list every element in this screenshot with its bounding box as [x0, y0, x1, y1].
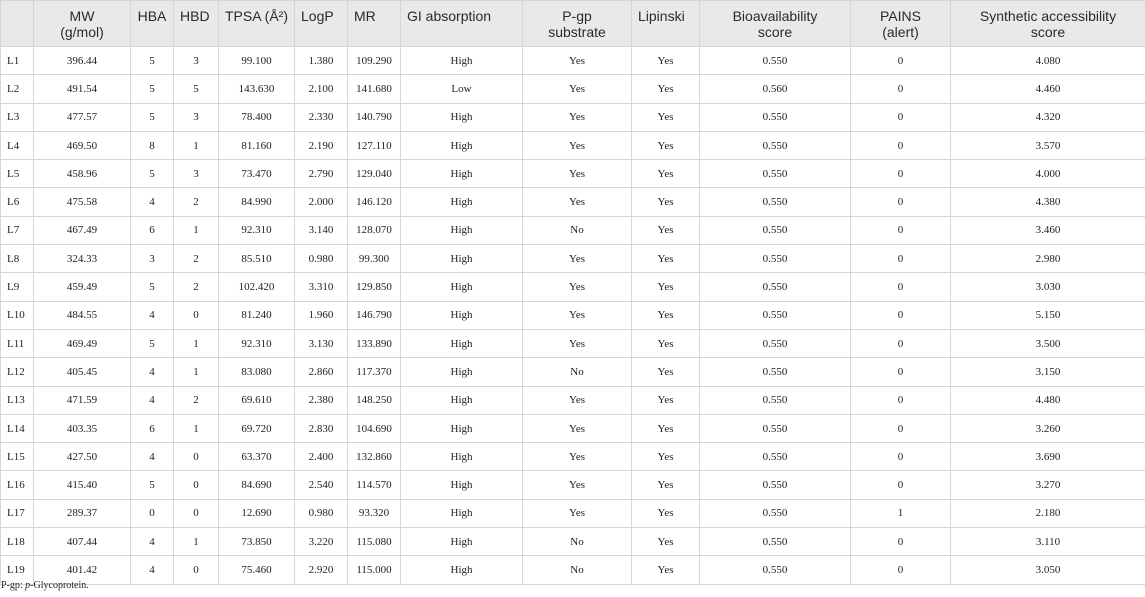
cell-hba: 4 — [131, 386, 174, 414]
cell-hbd: 0 — [174, 301, 219, 329]
table-row — [1, 443, 1145, 471]
cell-lipinski: Yes — [632, 499, 700, 527]
cell-lipinski: Yes — [632, 245, 700, 273]
cell-ligand: L14 — [1, 414, 34, 442]
table-row — [1, 528, 1145, 556]
cell-bioavailability: 0.550 — [700, 358, 851, 386]
table-row — [1, 273, 1145, 301]
cell-bioavailability: 0.550 — [700, 414, 851, 442]
cell-mw: 427.50 — [34, 443, 131, 471]
cell-logp: 3.220 — [295, 528, 348, 556]
cell-tpsa: 83.080 — [219, 358, 295, 386]
cell-synthetic-accessibility: 2.180 — [951, 499, 1145, 527]
cell-tpsa: 69.720 — [219, 414, 295, 442]
cell-bioavailability: 0.550 — [700, 273, 851, 301]
cell-hba: 4 — [131, 188, 174, 216]
cell-ligand: L4 — [1, 131, 34, 159]
cell-mw: 403.35 — [34, 414, 131, 442]
table-row — [1, 47, 1145, 75]
cell-bioavailability: 0.550 — [700, 329, 851, 357]
header-row — [1, 1, 1145, 47]
cell-lipinski: Yes — [632, 301, 700, 329]
cell-lipinski: Yes — [632, 556, 700, 584]
cell-hbd: 3 — [174, 160, 219, 188]
cell-ligand: L18 — [1, 528, 34, 556]
header-logp: LogP — [295, 1, 348, 47]
cell-hba: 8 — [131, 131, 174, 159]
cell-pains: 0 — [851, 245, 951, 273]
cell-bioavailability: 0.550 — [700, 160, 851, 188]
cell-pgp: Yes — [523, 386, 632, 414]
cell-synthetic-accessibility: 3.030 — [951, 273, 1145, 301]
cell-logp: 2.380 — [295, 386, 348, 414]
cell-gi: High — [401, 556, 523, 584]
cell-gi: High — [401, 358, 523, 386]
header-pgp-label: P-gp — [562, 8, 592, 24]
cell-mw: 458.96 — [34, 160, 131, 188]
cell-pgp: Yes — [523, 471, 632, 499]
cell-tpsa: 81.160 — [219, 131, 295, 159]
cell-logp: 3.140 — [295, 216, 348, 244]
cell-logp: 2.790 — [295, 160, 348, 188]
cell-pgp: Yes — [523, 273, 632, 301]
cell-mr: 141.680 — [348, 75, 401, 103]
cell-bioavailability: 0.550 — [700, 103, 851, 131]
cell-pains: 0 — [851, 528, 951, 556]
cell-logp: 3.310 — [295, 273, 348, 301]
header-pains — [851, 1, 951, 47]
cell-mw: 477.57 — [34, 103, 131, 131]
cell-lipinski: Yes — [632, 471, 700, 499]
cell-pgp: Yes — [523, 188, 632, 216]
cell-mr: 148.250 — [348, 386, 401, 414]
cell-pgp: Yes — [523, 47, 632, 75]
cell-bioavailability: 0.550 — [700, 386, 851, 414]
cell-bioavailability: 0.550 — [700, 301, 851, 329]
cell-mr: 104.690 — [348, 414, 401, 442]
cell-pgp: Yes — [523, 75, 632, 103]
cell-pgp: No — [523, 216, 632, 244]
cell-hbd: 0 — [174, 471, 219, 499]
cell-hba: 4 — [131, 443, 174, 471]
cell-lipinski: Yes — [632, 414, 700, 442]
cell-pains: 0 — [851, 188, 951, 216]
cell-tpsa: 73.850 — [219, 528, 295, 556]
cell-synthetic-accessibility: 2.980 — [951, 245, 1145, 273]
cell-ligand: L13 — [1, 386, 34, 414]
cell-mr: 129.850 — [348, 273, 401, 301]
cell-synthetic-accessibility: 3.690 — [951, 443, 1145, 471]
cell-hba: 4 — [131, 556, 174, 584]
cell-synthetic-accessibility: 4.080 — [951, 47, 1145, 75]
header-tpsa: TPSA (Å²) — [219, 1, 295, 47]
cell-hbd: 2 — [174, 273, 219, 301]
cell-tpsa: 102.420 — [219, 273, 295, 301]
cell-logp: 2.830 — [295, 414, 348, 442]
cell-mw: 484.55 — [34, 301, 131, 329]
cell-lipinski: Yes — [632, 188, 700, 216]
cell-mr: 127.110 — [348, 131, 401, 159]
cell-bioavailability: 0.550 — [700, 216, 851, 244]
cell-mr: 140.790 — [348, 103, 401, 131]
footnote-rest: -Glycoprotein. — [30, 580, 89, 591]
cell-hbd: 2 — [174, 188, 219, 216]
cell-pains: 0 — [851, 131, 951, 159]
cell-synthetic-accessibility: 3.150 — [951, 358, 1145, 386]
cell-ligand: L8 — [1, 245, 34, 273]
cell-hbd: 2 — [174, 386, 219, 414]
cell-mr: 132.860 — [348, 443, 401, 471]
cell-logp: 1.380 — [295, 47, 348, 75]
cell-pains: 0 — [851, 103, 951, 131]
header-hba: HBA — [131, 1, 174, 47]
cell-mr: 129.040 — [348, 160, 401, 188]
cell-ligand: L9 — [1, 273, 34, 301]
cell-pgp: Yes — [523, 245, 632, 273]
cell-mw: 469.49 — [34, 329, 131, 357]
table-row — [1, 471, 1145, 499]
cell-hba: 5 — [131, 75, 174, 103]
cell-hbd: 3 — [174, 47, 219, 75]
cell-mr: 128.070 — [348, 216, 401, 244]
cell-pgp: Yes — [523, 329, 632, 357]
cell-pains: 0 — [851, 301, 951, 329]
cell-bioavailability: 0.550 — [700, 131, 851, 159]
cell-hba: 5 — [131, 471, 174, 499]
cell-lipinski: Yes — [632, 75, 700, 103]
cell-bioavailability: 0.550 — [700, 556, 851, 584]
cell-ligand: L12 — [1, 358, 34, 386]
cell-synthetic-accessibility: 3.500 — [951, 329, 1145, 357]
cell-pgp: Yes — [523, 131, 632, 159]
cell-synthetic-accessibility: 5.150 — [951, 301, 1145, 329]
cell-pgp: No — [523, 358, 632, 386]
header-pgp-substrate — [523, 1, 632, 47]
header-mr: MR — [348, 1, 401, 47]
cell-gi: High — [401, 216, 523, 244]
cell-bioavailability: 0.550 — [700, 245, 851, 273]
cell-gi: High — [401, 499, 523, 527]
table-row — [1, 358, 1145, 386]
cell-gi: High — [401, 301, 523, 329]
cell-mw: 396.44 — [34, 47, 131, 75]
table-row — [1, 75, 1145, 103]
table-row — [1, 216, 1145, 244]
cell-logp: 2.330 — [295, 103, 348, 131]
cell-logp: 2.100 — [295, 75, 348, 103]
cell-pains: 0 — [851, 358, 951, 386]
cell-gi: High — [401, 386, 523, 414]
table-row — [1, 556, 1145, 584]
cell-tpsa: 92.310 — [219, 216, 295, 244]
cell-gi: High — [401, 131, 523, 159]
cell-lipinski: Yes — [632, 160, 700, 188]
table-row — [1, 103, 1145, 131]
cell-hbd: 1 — [174, 528, 219, 556]
cell-mr: 109.290 — [348, 47, 401, 75]
cell-mr: 99.300 — [348, 245, 401, 273]
header-mw-unit: (g/mol) — [60, 24, 104, 40]
cell-ligand: L5 — [1, 160, 34, 188]
cell-gi: High — [401, 443, 523, 471]
cell-hba: 4 — [131, 358, 174, 386]
cell-pains: 0 — [851, 414, 951, 442]
cell-pgp: Yes — [523, 499, 632, 527]
cell-hbd: 0 — [174, 443, 219, 471]
cell-synthetic-accessibility: 4.480 — [951, 386, 1145, 414]
cell-ligand: L10 — [1, 301, 34, 329]
cell-gi: High — [401, 188, 523, 216]
cell-hba: 6 — [131, 414, 174, 442]
cell-lipinski: Yes — [632, 273, 700, 301]
header-synthetic-accessibility — [951, 1, 1145, 47]
cell-ligand: L19 — [1, 556, 34, 584]
table-row — [1, 301, 1145, 329]
cell-logp: 2.000 — [295, 188, 348, 216]
cell-logp: 1.960 — [295, 301, 348, 329]
header-lipinski: Lipinski — [632, 1, 700, 47]
cell-mw: 467.49 — [34, 216, 131, 244]
cell-tpsa: 85.510 — [219, 245, 295, 273]
table-row — [1, 131, 1145, 159]
cell-tpsa: 84.990 — [219, 188, 295, 216]
cell-mw: 475.58 — [34, 188, 131, 216]
header-mw — [34, 1, 131, 47]
cell-gi: High — [401, 329, 523, 357]
cell-hba: 3 — [131, 245, 174, 273]
cell-mw: 469.50 — [34, 131, 131, 159]
cell-hbd: 5 — [174, 75, 219, 103]
header-gi-absorption: GI absorption — [401, 1, 523, 47]
cell-hba: 5 — [131, 329, 174, 357]
cell-mw: 407.44 — [34, 528, 131, 556]
cell-tpsa: 92.310 — [219, 329, 295, 357]
cell-mw: 491.54 — [34, 75, 131, 103]
cell-lipinski: Yes — [632, 47, 700, 75]
cell-hba: 5 — [131, 160, 174, 188]
cell-hbd: 1 — [174, 216, 219, 244]
cell-mr: 146.120 — [348, 188, 401, 216]
cell-mw: 401.42 — [34, 556, 131, 584]
cell-lipinski: Yes — [632, 386, 700, 414]
cell-hbd: 1 — [174, 414, 219, 442]
cell-tpsa: 81.240 — [219, 301, 295, 329]
cell-pgp: No — [523, 556, 632, 584]
cell-mw: 459.49 — [34, 273, 131, 301]
cell-ligand: L16 — [1, 471, 34, 499]
cell-mw: 405.45 — [34, 358, 131, 386]
cell-tpsa: 73.470 — [219, 160, 295, 188]
cell-hba: 5 — [131, 273, 174, 301]
cell-tpsa: 99.100 — [219, 47, 295, 75]
table-row — [1, 499, 1145, 527]
cell-hba: 5 — [131, 103, 174, 131]
cell-pains: 0 — [851, 47, 951, 75]
cell-pgp: Yes — [523, 103, 632, 131]
header-pgp-label2: substrate — [548, 24, 606, 40]
cell-synthetic-accessibility: 3.270 — [951, 471, 1145, 499]
cell-gi: High — [401, 47, 523, 75]
cell-pains: 0 — [851, 329, 951, 357]
cell-gi: High — [401, 103, 523, 131]
header-bioavailability — [700, 1, 851, 47]
cell-ligand: L2 — [1, 75, 34, 103]
header-hbd: HBD — [174, 1, 219, 47]
cell-hbd: 1 — [174, 131, 219, 159]
cell-lipinski: Yes — [632, 443, 700, 471]
cell-gi: High — [401, 273, 523, 301]
cell-mw: 324.33 — [34, 245, 131, 273]
cell-bioavailability: 0.550 — [700, 528, 851, 556]
cell-tpsa: 84.690 — [219, 471, 295, 499]
table-row — [1, 386, 1145, 414]
cell-mw: 415.40 — [34, 471, 131, 499]
table-row — [1, 188, 1145, 216]
cell-hbd: 1 — [174, 358, 219, 386]
cell-synthetic-accessibility: 4.460 — [951, 75, 1145, 103]
footnote-prefix: P-gp: — [1, 580, 26, 591]
cell-logp: 2.920 — [295, 556, 348, 584]
cell-pgp: Yes — [523, 414, 632, 442]
cell-logp: 2.190 — [295, 131, 348, 159]
cell-mr: 133.890 — [348, 329, 401, 357]
cell-pains: 0 — [851, 75, 951, 103]
cell-hba: 4 — [131, 301, 174, 329]
cell-mw: 289.37 — [34, 499, 131, 527]
cell-tpsa: 63.370 — [219, 443, 295, 471]
cell-synthetic-accessibility: 4.380 — [951, 188, 1145, 216]
cell-synthetic-accessibility: 3.570 — [951, 131, 1145, 159]
cell-bioavailability: 0.560 — [700, 75, 851, 103]
cell-hba: 6 — [131, 216, 174, 244]
cell-tpsa: 143.630 — [219, 75, 295, 103]
cell-mr: 146.790 — [348, 301, 401, 329]
cell-hba: 4 — [131, 528, 174, 556]
cell-pgp: No — [523, 528, 632, 556]
cell-pains: 0 — [851, 160, 951, 188]
cell-gi: Low — [401, 75, 523, 103]
cell-hba: 5 — [131, 47, 174, 75]
cell-synthetic-accessibility: 3.460 — [951, 216, 1145, 244]
header-pains-label2: (alert) — [882, 24, 919, 40]
footnote-italic: p — [25, 580, 31, 591]
cell-logp: 3.130 — [295, 329, 348, 357]
cell-gi: High — [401, 471, 523, 499]
cell-ligand: L1 — [1, 47, 34, 75]
cell-logp: 2.540 — [295, 471, 348, 499]
header-bio-label2: score — [757, 24, 793, 40]
table-row — [1, 414, 1145, 442]
cell-bioavailability: 0.550 — [700, 443, 851, 471]
cell-ligand: L17 — [1, 499, 34, 527]
cell-tpsa: 75.460 — [219, 556, 295, 584]
cell-lipinski: Yes — [632, 358, 700, 386]
cell-lipinski: Yes — [632, 103, 700, 131]
cell-hbd: 0 — [174, 556, 219, 584]
cell-lipinski: Yes — [632, 131, 700, 159]
cell-lipinski: Yes — [632, 528, 700, 556]
cell-tpsa: 69.610 — [219, 386, 295, 414]
cell-pains: 0 — [851, 556, 951, 584]
cell-synthetic-accessibility: 3.110 — [951, 528, 1145, 556]
cell-logp: 0.980 — [295, 245, 348, 273]
cell-logp: 2.400 — [295, 443, 348, 471]
cell-gi: High — [401, 160, 523, 188]
cell-hbd: 3 — [174, 103, 219, 131]
header-sa-label: Synthetic accessibility — [979, 8, 1117, 24]
cell-ligand: L11 — [1, 329, 34, 357]
cell-mr: 114.570 — [348, 471, 401, 499]
cell-hbd: 0 — [174, 499, 219, 527]
cell-logp: 2.860 — [295, 358, 348, 386]
cell-pains: 0 — [851, 443, 951, 471]
cell-ligand: L7 — [1, 216, 34, 244]
cell-lipinski: Yes — [632, 329, 700, 357]
cell-pgp: Yes — [523, 301, 632, 329]
header-pains-label: PAINS — [880, 8, 921, 24]
table-body — [1, 47, 1145, 585]
table-row — [1, 329, 1145, 357]
cell-gi: High — [401, 528, 523, 556]
cell-tpsa: 12.690 — [219, 499, 295, 527]
table-footnote — [1, 580, 89, 591]
cell-logp: 0.980 — [295, 499, 348, 527]
cell-mr: 115.000 — [348, 556, 401, 584]
cell-hba: 0 — [131, 499, 174, 527]
cell-pains: 0 — [851, 386, 951, 414]
header-mw-label: MW — [69, 8, 95, 24]
cell-pgp: Yes — [523, 160, 632, 188]
cell-lipinski: Yes — [632, 216, 700, 244]
cell-synthetic-accessibility: 4.320 — [951, 103, 1145, 131]
cell-pgp: Yes — [523, 443, 632, 471]
header-ligand — [1, 1, 34, 47]
cell-synthetic-accessibility: 3.260 — [951, 414, 1145, 442]
cell-synthetic-accessibility: 3.050 — [951, 556, 1145, 584]
header-sa-label2: score — [1030, 24, 1066, 40]
cell-pains: 0 — [851, 471, 951, 499]
table-row — [1, 160, 1145, 188]
cell-mw: 471.59 — [34, 386, 131, 414]
cell-bioavailability: 0.550 — [700, 499, 851, 527]
cell-mr: 93.320 — [348, 499, 401, 527]
cell-bioavailability: 0.550 — [700, 188, 851, 216]
header-bio-label: Bioavailability — [732, 8, 818, 24]
cell-gi: High — [401, 414, 523, 442]
cell-gi: High — [401, 245, 523, 273]
cell-pains: 0 — [851, 273, 951, 301]
cell-mr: 115.080 — [348, 528, 401, 556]
cell-pains: 0 — [851, 216, 951, 244]
cell-pains: 1 — [851, 499, 951, 527]
cell-bioavailability: 0.550 — [700, 47, 851, 75]
cell-bioavailability: 0.550 — [700, 471, 851, 499]
table-row — [1, 245, 1145, 273]
cell-ligand: L3 — [1, 103, 34, 131]
cell-hbd: 2 — [174, 245, 219, 273]
cell-ligand: L15 — [1, 443, 34, 471]
cell-hbd: 1 — [174, 329, 219, 357]
cell-tpsa: 78.400 — [219, 103, 295, 131]
cell-synthetic-accessibility: 4.000 — [951, 160, 1145, 188]
cell-mr: 117.370 — [348, 358, 401, 386]
cell-ligand: L6 — [1, 188, 34, 216]
